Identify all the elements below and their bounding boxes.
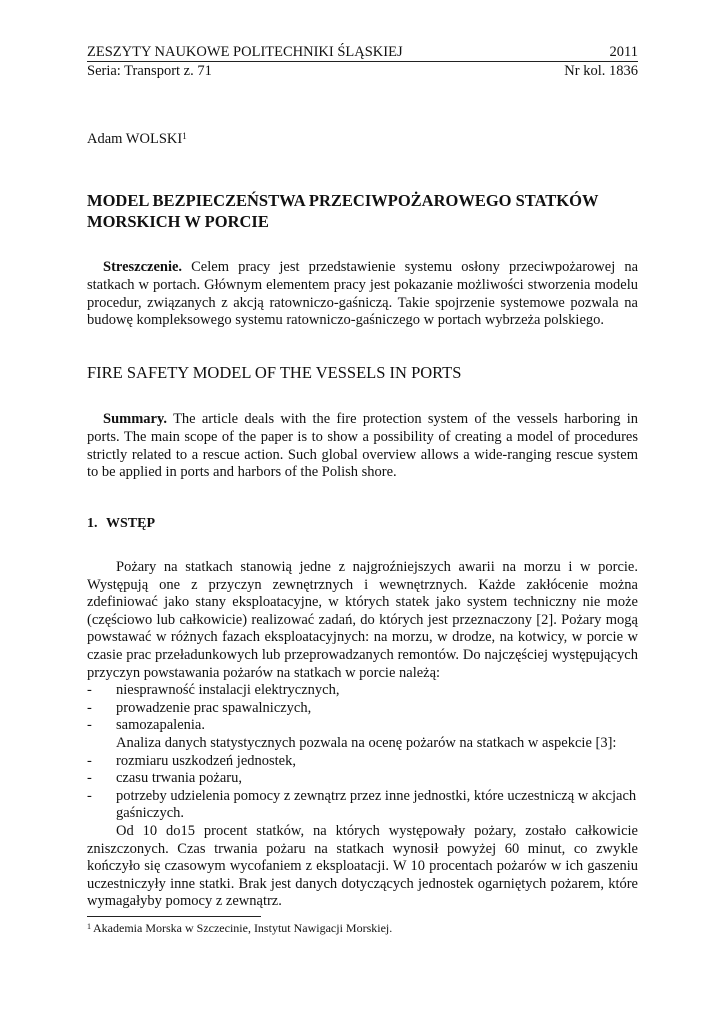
author-line bbox=[87, 130, 187, 148]
list-item-text: potrzeby udzielenia pomocy z zewnątrz przez inne jednostki, które uczestniczą w akcjach gaśniczych. bbox=[116, 787, 637, 822]
list-item bbox=[87, 753, 638, 771]
footnote-divider bbox=[87, 916, 261, 917]
section-heading bbox=[87, 515, 155, 533]
list-item bbox=[87, 717, 638, 735]
section-title: WSTĘP bbox=[106, 516, 156, 531]
footnote-text: Akademia Morska w Szczecinie, Instytut Nawigacji Morskiej. bbox=[93, 921, 393, 935]
list-item bbox=[87, 700, 638, 718]
list-dash: - bbox=[87, 770, 92, 787]
paper-title-polish: MODEL BEZPIECZEŃSTWA PRZECIWPOŻAROWEGO STATKÓW MORSKICH W PORCIE bbox=[87, 191, 599, 231]
section-number: 1. bbox=[87, 516, 98, 531]
abstract-polish-label: Streszczenie. bbox=[103, 259, 183, 275]
list-item bbox=[87, 770, 638, 788]
journal-name: ZESZYTY NAUKOWE POLITECHNIKI ŚLĄSKIEJ bbox=[87, 44, 403, 60]
journal-year: 2011 bbox=[609, 44, 638, 60]
body-paragraph: Analiza danych statystycznych pozwala na ocenę pożarów na statkach w aspekcie [3]: bbox=[116, 734, 617, 751]
body-paragraph: Pożary na statkach stanowią jedne z najgroźniejszych awarii na morzu i w porcie. Występują one z przyczyn zewnętrznych i wewnętrznych. Każde zakłócenie można zdefiniować jako stany eksploatacyjne, w których statek jako system techniczny nie może (częściowo lub całkowicie) realizować zadań, do których jest przeznaczony [2]. Pożary mogą powstawać w różnych fazach eksploatacyjnych: na morzu, w drodze, na kotwicy, w porcie w czasie prac przeładunkowych lub przeprowadzanych remontów. Do najczęściej występujących przyczyn powstawania pożarów na statkach w porcie należą: bbox=[87, 559, 638, 681]
section-body bbox=[87, 559, 638, 911]
list-item-text: rozmiaru uszkodzeń jednostek, bbox=[116, 752, 296, 769]
list-item-text: samozapalenia. bbox=[116, 717, 205, 734]
abstract-polish-text: Celem pracy jest przedstawienie systemu osłony przeciwpożarowej na statkach w portach. Głównym elementem pracy jest pokazanie możliwości stworzenia modelu procedur, związanych z akcją ratowniczo-gaśniczą. Takie spojrzenie systemowe pozwala na budowę kompleksowego systemu ratowniczo-gaśniczego w portach wybrzeża polskiego. bbox=[87, 259, 639, 329]
list-item bbox=[87, 788, 638, 823]
list-dash: - bbox=[87, 752, 92, 769]
abstract-english bbox=[87, 411, 638, 482]
footnote bbox=[87, 921, 392, 936]
list-dash: - bbox=[87, 682, 92, 699]
series-info: Seria: Transport z. 71 bbox=[87, 63, 212, 79]
issue-number: Nr kol. 1836 bbox=[564, 63, 638, 79]
footnote-mark: 1 bbox=[87, 922, 91, 931]
abstract-polish bbox=[87, 259, 638, 330]
list-item-text: czasu trwania pożaru, bbox=[116, 770, 243, 787]
paper-title-english: FIRE SAFETY MODEL OF THE VESSELS IN PORTS bbox=[87, 363, 462, 382]
author-footnote-mark: 1 bbox=[182, 131, 187, 141]
abstract-english-text: The article deals with the fire protection system of the vessels harboring in ports. The main scope of the paper is to show a possibility of creating a model of procedures strictly related to a rescue action. Such global overview allows a wide-ranging rescue system to be applied in ports and harbors of the Polish shore. bbox=[87, 411, 638, 481]
abstract-english-label: Summary. bbox=[103, 411, 168, 427]
body-paragraph: Od 10 do15 procent statków, na których występowały pożary, zostało całkowicie zniszczonych. Czas trwania pożaru na statkach wynosił powyżej 60 minut, co zwykle kończyło się czasowym wycofaniem z eksploatacji. W 10 procentach pożarów w ich gaszeniu uczestniczyły inne statki. Brak jest danych dotyczących jednostek ogarniętych pożarem, które wymagałyby pomocy z zewnątrz. bbox=[87, 822, 638, 910]
list-dash: - bbox=[87, 787, 92, 804]
list-dash: - bbox=[87, 717, 92, 734]
list-item bbox=[87, 682, 638, 700]
list-item-text: prowadzenie prac spawalniczych, bbox=[116, 699, 312, 716]
author-name: Adam WOLSKI bbox=[87, 131, 183, 147]
list-item-text: niesprawność instalacji elektrycznych, bbox=[116, 682, 340, 699]
list-dash: - bbox=[87, 699, 92, 716]
